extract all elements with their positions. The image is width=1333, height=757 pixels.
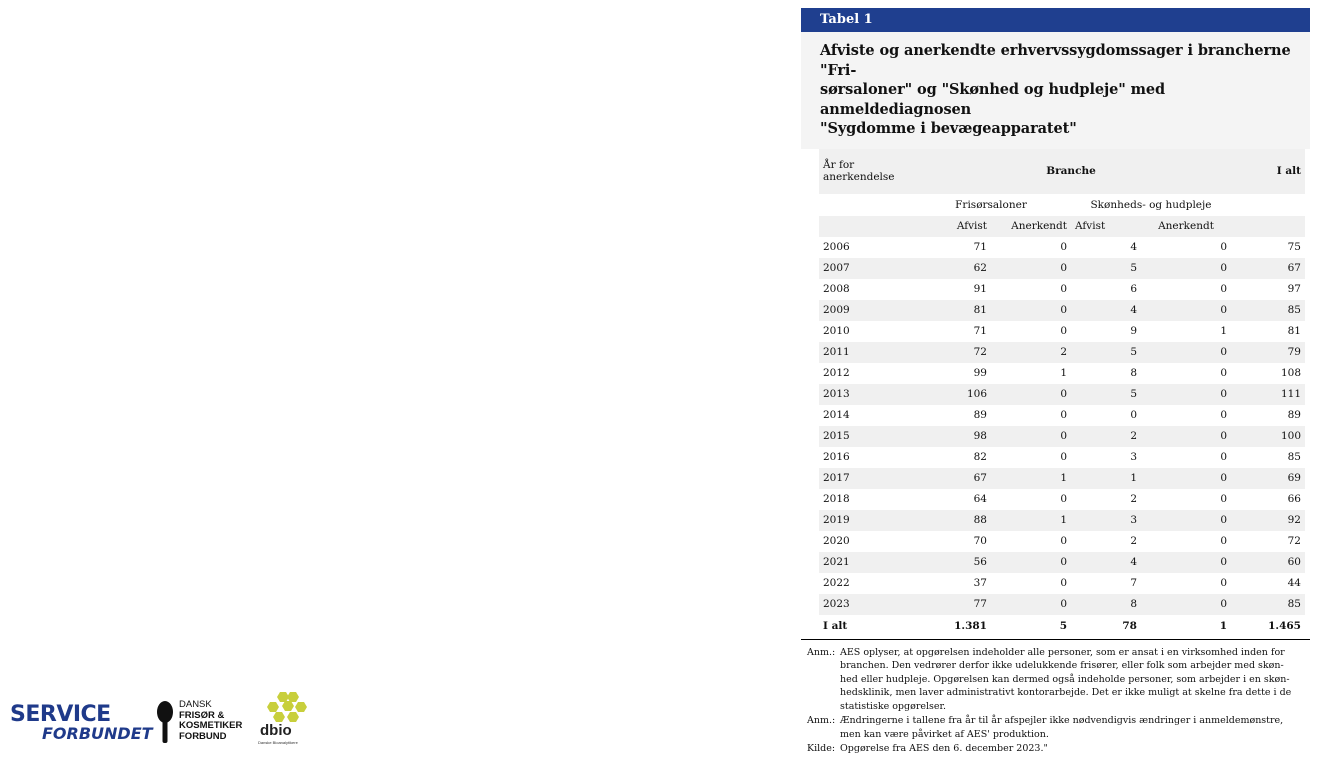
total-cell: 108 [1231,363,1305,384]
frisor-afvist-cell: 81 [911,300,991,321]
skonhed-afvist-cell: 7 [1071,573,1141,594]
total-cell: 89 [1231,405,1305,426]
skonhed-anerkendt-cell: 0 [1141,594,1231,615]
skonhed-anerkendt-cell: 0 [1141,552,1231,573]
total-cell: 60 [1231,552,1305,573]
year-cell: 2011 [819,342,911,363]
skonhed-afvist-cell: 3 [1071,510,1141,531]
skonhed-anerkendt-cell: 0 [1141,300,1231,321]
skonhed-afvist-cell: 2 [1071,489,1141,510]
frisor-anerkendt-cell: 0 [991,552,1071,573]
frisor-anerkendt-cell: 0 [991,279,1071,300]
skonhed-afvist-cell: 2 [1071,531,1141,552]
frisor-afvist-cell: 91 [911,279,991,300]
frisor-anerkendt-cell: 0 [991,321,1071,342]
table-row [819,258,1305,279]
total-cell: 75 [1231,237,1305,258]
total-row [819,615,1305,637]
frisor-afvist-cell: 62 [911,258,991,279]
year-cell: 2020 [819,531,911,552]
skonhed-anerkendt-cell: 0 [1141,468,1231,489]
skonhed-anerkendt-cell: 0 [1141,510,1231,531]
frisor-afvist-cell: 89 [911,405,991,426]
table-row [819,573,1305,594]
skonhed-anerkendt-cell: 0 [1141,342,1231,363]
table-label: Tabel 1 [801,8,1310,32]
table-row [819,321,1305,342]
frisor-anerkendt-cell: 0 [991,258,1071,279]
header-row-groups [819,194,1305,216]
year-cell: I alt [819,615,911,637]
frisor-anerkendt-cell: 0 [991,594,1071,615]
frisor-afvist-cell: 82 [911,447,991,468]
table-title [801,32,1310,149]
frisor-afvist-cell: 37 [911,573,991,594]
title-line: "Sygdomme i bevægeapparatet" [820,120,1077,137]
year-cell: 2014 [819,405,911,426]
table-row [819,384,1305,405]
skonhed-anerkendt-cell: 0 [1141,573,1231,594]
skonhed-anerkendt-cell: 0 [1141,447,1231,468]
total-cell: 111 [1231,384,1305,405]
frisor-anerkendt-cell: 1 [991,510,1071,531]
frisor-afvist-cell: 71 [911,321,991,342]
year-cell: 2007 [819,258,911,279]
table-row [819,447,1305,468]
skonhed-anerkendt-cell: 0 [1141,405,1231,426]
table-wrap [801,149,1310,637]
table-row [819,468,1305,489]
afvist-header: Afvist [1071,216,1141,237]
footer-logos [10,690,320,746]
skonhed-afvist-cell: 1 [1071,468,1141,489]
total-cell: 85 [1231,300,1305,321]
afvist-header: Afvist [911,216,991,237]
year-cell: 2023 [819,594,911,615]
year-cell: 2019 [819,510,911,531]
note-key: Anm.: [807,646,836,658]
header-row-main [819,149,1305,194]
group-skonhed-header: Skønheds- og hudpleje [1071,194,1231,216]
serviceforbundet-logo: SERVICE FORBUNDET [10,702,153,743]
year-header: År for anerkendelse [819,149,911,194]
skonhed-afvist-cell: 0 [1071,405,1141,426]
table-row [819,237,1305,258]
note-line: branchen. Den vedrører derfor ikke udelukkende frisører, eller folk som arbejder med skøn- [840,660,1284,671]
skonhed-afvist-cell: 78 [1071,615,1141,637]
total-cell: 69 [1231,468,1305,489]
year-cell: 2016 [819,447,911,468]
frisor-anerkendt-cell: 0 [991,531,1071,552]
skonhed-anerkendt-cell: 1 [1141,321,1231,342]
table-row [819,405,1305,426]
total-cell: 67 [1231,258,1305,279]
skonhed-afvist-cell: 5 [1071,342,1141,363]
group-frisor-header: Frisørsaloner [911,194,1071,216]
note-text [840,742,1300,756]
title-line: sørsaloner" og "Skønhed og hudpleje" med anmeldediagnosen [820,81,1166,118]
total-header: I alt [1231,149,1305,194]
table-row [819,552,1305,573]
anerkendt-header: Anerkendt [1141,216,1231,237]
table-row [819,363,1305,384]
skonhed-afvist-cell: 9 [1071,321,1141,342]
frisor-anerkendt-cell: 2 [991,342,1071,363]
title-line: Afviste og anerkendte erhvervssygdomssager i brancherne "Fri- [820,42,1291,79]
table-row [819,489,1305,510]
skonhed-anerkendt-cell: 0 [1141,279,1231,300]
skonhed-afvist-cell: 5 [1071,258,1141,279]
skonhed-anerkendt-cell: 0 [1141,258,1231,279]
year-cell: 2015 [819,426,911,447]
skonhed-anerkendt-cell: 0 [1141,384,1231,405]
total-cell: 92 [1231,510,1305,531]
skonhed-anerkendt-cell: 0 [1141,426,1231,447]
year-cell: 2017 [819,468,911,489]
frisor-afvist-cell: 70 [911,531,991,552]
skonhed-afvist-cell: 8 [1071,594,1141,615]
skonhed-anerkendt-cell: 0 [1141,363,1231,384]
frisor-anerkendt-cell: 1 [991,363,1071,384]
frisor-anerkendt-cell: 0 [991,447,1071,468]
frisor-anerkendt-cell: 0 [991,489,1071,510]
frisor-afvist-cell: 98 [911,426,991,447]
frisor-anerkendt-cell: 1 [991,468,1071,489]
total-cell: 72 [1231,531,1305,552]
skonhed-anerkendt-cell: 0 [1141,237,1231,258]
note [807,646,1300,714]
note-line: hed eller hudpleje. Opgørelsen kan dermed også indeholde personer, som arbejder i en skøn- [840,673,1290,685]
comb-icon [155,700,175,744]
note-key: Kilde: [807,743,836,754]
branche-header: Branche [911,149,1231,194]
dbio-logo-subtext: Danske Bioanalytikere [258,740,298,745]
header-row-sub [819,216,1305,237]
note-line: hedsklinik, men laver administrativt kontorarbejde. Det er ikke muligt at skelne fra dette i de [840,687,1292,698]
frisor-afvist-cell: 56 [911,552,991,573]
total-cell: 100 [1231,426,1305,447]
total-cell: 97 [1231,279,1305,300]
table-row [819,300,1305,321]
total-cell: 81 [1231,321,1305,342]
notes [801,640,1310,756]
total-cell: 79 [1231,342,1305,363]
skonhed-afvist-cell: 5 [1071,384,1141,405]
note-line: men kan være påvirket af AES' produktion. [840,728,1049,740]
year-cell: 2013 [819,384,911,405]
year-cell: 2012 [819,363,911,384]
table-row [819,342,1305,363]
table-row [819,594,1305,615]
year-cell: 2021 [819,552,911,573]
skonhed-afvist-cell: 3 [1071,447,1141,468]
frisor-afvist-cell: 106 [911,384,991,405]
frisor-anerkendt-cell: 0 [991,237,1071,258]
year-cell: 2022 [819,573,911,594]
frisor-afvist-cell: 88 [911,510,991,531]
skonhed-afvist-cell: 2 [1071,426,1141,447]
frisor-anerkendt-cell: 0 [991,405,1071,426]
year-cell: 2006 [819,237,911,258]
anerkendt-header: Anerkendt [991,216,1071,237]
year-cell: 2010 [819,321,911,342]
skonhed-afvist-cell: 6 [1071,279,1141,300]
frisor-afvist-cell: 71 [911,237,991,258]
note-text [840,714,1300,741]
frisor-afvist-cell: 1.381 [911,615,991,637]
skonhed-afvist-cell: 4 [1071,552,1141,573]
note-line: Ændringerne i tallene fra år til år afspejler ikke nødvendigvis ændringer i anmeldemønstre, [840,715,1284,726]
dbio-logo-text: dbio [260,722,292,739]
frisor-anerkendt-cell: 0 [991,573,1071,594]
skonhed-anerkendt-cell: 0 [1141,531,1231,552]
dfk-logo: DANSK FRISØR & KOSMETIKER FORBUND [179,699,243,742]
note-line: AES oplyser, at opgørelsen indeholder alle personer, som er ansat i en virksomhed inden for [840,646,1285,658]
frisor-afvist-cell: 64 [911,489,991,510]
table-row [819,510,1305,531]
table-row [819,426,1305,447]
year-cell: 2009 [819,300,911,321]
table-panel [801,8,1310,757]
skonhed-afvist-cell: 4 [1071,300,1141,321]
frisor-anerkendt-cell: 0 [991,300,1071,321]
frisor-afvist-cell: 77 [911,594,991,615]
year-cell: 2008 [819,279,911,300]
data-table [819,149,1305,637]
note-line: statistiske opgørelser. [840,700,947,712]
total-cell: 85 [1231,447,1305,468]
dbio-hexagon-icon [260,690,310,724]
frisor-afvist-cell: 67 [911,468,991,489]
total-cell: 1.465 [1231,615,1305,637]
frisor-anerkendt-cell: 5 [991,615,1071,637]
table-row [819,279,1305,300]
note [807,714,1300,741]
frisor-afvist-cell: 72 [911,342,991,363]
skonhed-afvist-cell: 8 [1071,363,1141,384]
frisor-anerkendt-cell: 0 [991,384,1071,405]
skonhed-anerkendt-cell: 1 [1141,615,1231,637]
total-cell: 85 [1231,594,1305,615]
note-key: Anm.: [807,715,836,726]
frisor-anerkendt-cell: 0 [991,426,1071,447]
table-row [819,531,1305,552]
total-cell: 44 [1231,573,1305,594]
note [807,742,1300,756]
frisor-afvist-cell: 99 [911,363,991,384]
skonhed-afvist-cell: 4 [1071,237,1141,258]
year-cell: 2018 [819,489,911,510]
note-line: Opgørelse fra AES den 6. december 2023." [840,743,1048,754]
skonhed-anerkendt-cell: 0 [1141,489,1231,510]
total-cell: 66 [1231,489,1305,510]
note-text [840,646,1300,714]
